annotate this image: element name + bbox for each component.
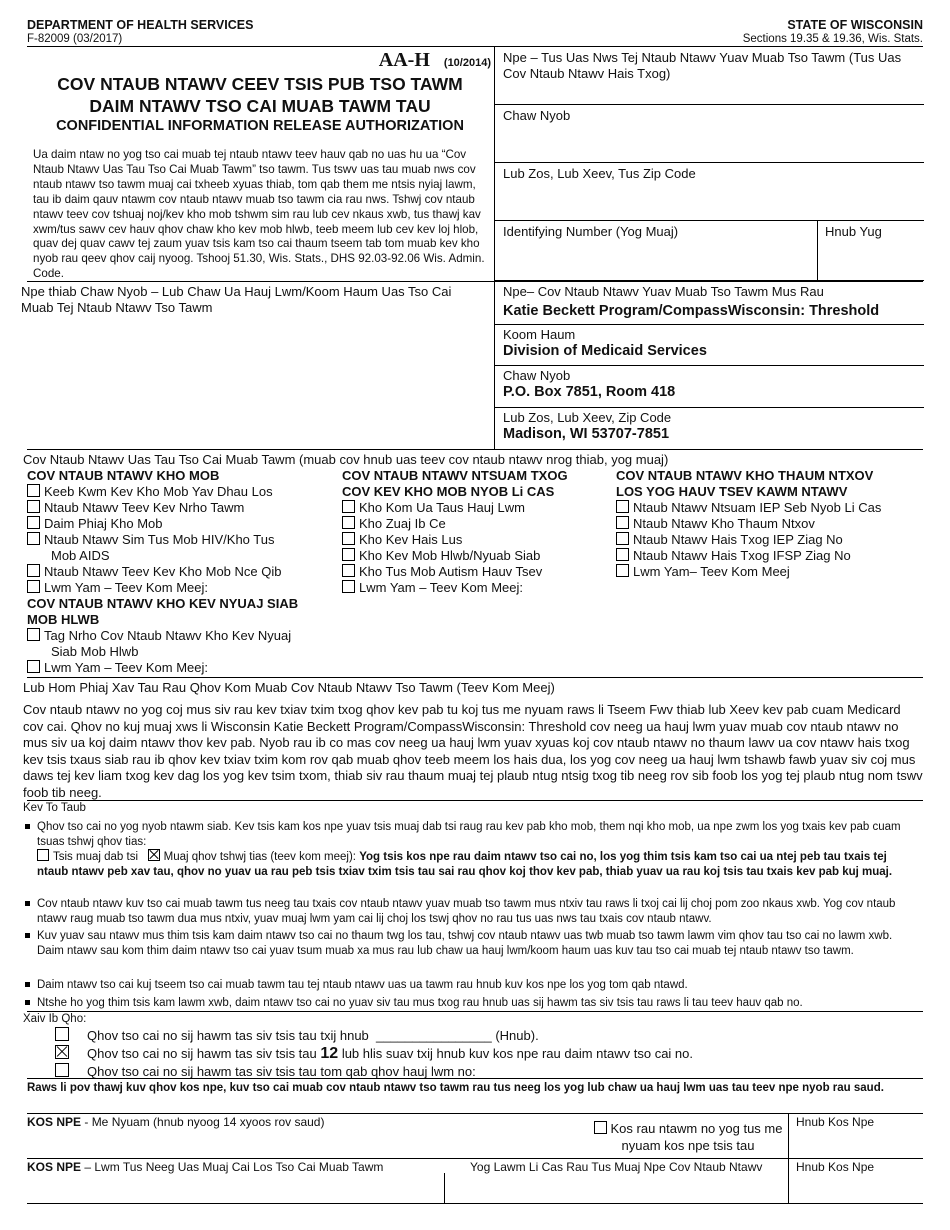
checkbox-item[interactable]: Kho Kev Hais Lus: [342, 532, 617, 548]
subject-name-field[interactable]: Npe – Tus Uas Nws Tej Ntaub Ntawv Yuav Muab Tso Tawm (Tus Uas Cov Ntaub Ntawv Hais Txog): [495, 47, 924, 105]
checkbox-item[interactable]: Lwm Yam – Teev Kom Meej:: [342, 580, 617, 596]
purpose-section: [23, 677, 923, 800]
eval-heading-2: COV KEV KHO MOB NYOB Li CAS: [342, 484, 555, 499]
terms-section: [23, 800, 923, 1011]
checkbox-item[interactable]: Ntaub Ntawv Ntsuam IEP Seb Nyob Li Cas: [616, 500, 923, 516]
checkbox[interactable]: [616, 532, 629, 545]
eval-heading: COV NTAUB NTAWV NTSUAM TXOG: [342, 468, 568, 483]
checkbox[interactable]: [27, 628, 40, 641]
checkbox-item[interactable]: Kho Zuaj Ib Ce: [342, 516, 617, 532]
authority-field[interactable]: Yog Lawm Li Cas Rau Tus Muaj Npe Cov Ntaub Ntawv: [470, 1160, 763, 1174]
checkbox-item[interactable]: Daim Phiaj Kho Mob: [27, 516, 337, 532]
dob-field[interactable]: Hnub Yug: [825, 224, 882, 239]
checkbox-checked[interactable]: [55, 1045, 69, 1059]
terms-bullet-4: Daim ntawv tso cai kuj tseem tso cai muab tawm tau tej ntaub ntawv uas ua tawm rau hnub kuv kos npe los yog tom qab ntawd.: [37, 978, 913, 993]
subject-address-field[interactable]: Chaw Nyob: [495, 105, 924, 163]
checkbox[interactable]: [342, 580, 355, 593]
checkbox[interactable]: [27, 500, 40, 513]
title-block: [27, 47, 493, 281]
checkbox[interactable]: [27, 516, 40, 529]
checkbox[interactable]: [27, 532, 40, 545]
checkbox-item[interactable]: Ntaub Ntawv Teev Kev Kho Mob Nce Qib: [27, 564, 337, 580]
checkbox-item-cont: Mob AIDS: [51, 548, 110, 563]
id-divider: [817, 221, 818, 280]
checkbox-item[interactable]: Lwm Yam – Teev Kom Meej:: [27, 660, 337, 676]
form-header: [27, 16, 923, 46]
terms-label: Kev To Taub: [23, 802, 86, 814]
subject-fields: [494, 47, 924, 281]
recipient-city: Lub Zos, Lub Xeev, Zip Code Madison, WI 53707-7851: [503, 410, 672, 442]
checkbox[interactable]: [55, 1063, 69, 1077]
checkbox-item[interactable]: Keeb Kwm Kev Kho Mob Yav Dhau Los: [27, 484, 337, 500]
title-hmong: COV NTAUB NTAWV CEEV TSIS PUB TSO TAWM DAIM NTAWV TSO CAI MUAB TAWM TAU: [57, 74, 463, 116]
child-signature-row: [27, 1113, 923, 1158]
child-signature-field[interactable]: KOS NPE - Me Nyuam (hnub nyoog 14 xyoos rov saud): [27, 1115, 325, 1129]
checkbox-item[interactable]: Ntaub Ntawv Sim Tus Mob HIV/Kho Tus: [27, 532, 337, 548]
medical-records-column: [27, 468, 337, 676]
divider: [788, 1159, 789, 1203]
checkbox[interactable]: [616, 548, 629, 561]
expiration-option-date[interactable]: Qhov tso cai no sij hawm tas siv tsis tau txij hnub ________________ (Hnub).: [55, 1027, 539, 1043]
authorized-signature-field[interactable]: KOS NPE – Lwm Tus Neeg Uas Muaj Cai Los Tso Cai Muab Tawm: [27, 1160, 384, 1174]
source-recipient-section: [21, 281, 923, 449]
checkbox[interactable]: [616, 516, 629, 529]
source-field[interactable]: Npe thiab Chaw Nyob – Lub Chaw Ua Hauj Lwm/Koom Haum Uas Tso Cai Muab Tej Ntaub Ntawv Tso Tawm: [21, 284, 452, 315]
intro-text: Ua daim ntaw no yog tso cai muab tej ntaub ntawv teev hauv qab no uas hu ua “Cov Ntaub Ntawv Uas Tau Tso Cai Muab Tawm” tso tawm. Tus tswv uas tau muab nws cov ntaub ntawv tso tawm muaj cai txheeb xyuas thiab, tom qab them me ntsis nyiaj lawm, tau ib daim qauv ntawm cov ntaub ntawv muab tso tawm cia rau nws. Tshwj cov ntaub ntawv teev cov tshuaj noj/kev kho mob tshwm sim rau lub cev nkaus xwb, tus thawj kav xwm/tus sawv cev hauv qhov chaw kho kev mob hlwb, teeb meem lub cev kev loj hlob, quav dej quav cawv tej zaum yuav tsis kam tso cai thaum tseem tab tom muab kev kho nyob rau qeev qhov caij nyoog. Tshooj 51.30, Wis. Stats., DHS 92.03-92.06 Wis. Admin. Code.: [33, 148, 485, 281]
records-label: Cov Ntaub Ntawv Uas Tau Tso Cai Muab Tawm (muab cov hnub uas teev cov ntaub ntawv nrog thiab, yog muaj): [23, 452, 669, 467]
signature-warning: Raws li pov thawj kuv qhov kos npe, kuv tso cai muab cov ntaub ntawv tso tawm rau tus neeg los yog lub chaw ua hauj lwm uas tau teev npe nyob rau saud.: [27, 1078, 923, 1113]
checkbox[interactable]: [342, 564, 355, 577]
recipient-name: Npe– Cov Ntaub Ntawv Yuav Muab Tso Tawm Mus Rau Katie Beckett Program/CompassWisconsin: Threshold: [495, 282, 924, 325]
checkbox[interactable]: [27, 660, 40, 673]
school-heading: COV NTAUB NTAWV KHO THAUM NTXOV: [616, 468, 874, 483]
sign-date-2[interactable]: Hnub Kos Npe: [796, 1160, 875, 1174]
checkbox-condition-checked[interactable]: [148, 849, 160, 861]
title-english: CONFIDENTIAL INFORMATION RELEASE AUTHORIZATION: [56, 118, 464, 134]
subject-city-field[interactable]: Lub Zos, Lub Xeev, Tus Zip Code: [495, 163, 924, 221]
checkbox[interactable]: [55, 1027, 69, 1041]
checkbox-item[interactable]: Ntaub Ntawv Hais Txog IFSP Ziag No: [616, 548, 923, 564]
authorized-signature-row: [27, 1158, 923, 1204]
checkbox-item[interactable]: Kho Tus Mob Autism Hauv Tsev: [342, 564, 617, 580]
checkbox-item[interactable]: Kho Kom Ua Taus Hauj Lwm: [342, 500, 617, 516]
mental-heading-2: MOB HLWB: [27, 612, 100, 627]
checkbox[interactable]: [27, 580, 40, 593]
recipient-org: Koom Haum Division of Medicaid Services: [495, 325, 924, 366]
school-records-column: [616, 468, 923, 580]
form-code: AA-H (10/2014): [378, 49, 491, 71]
terms-bullet-5: Ntshe ho yog thim tsis kam lawm xwb, daim ntawv tso cai no yuav siv tau mus txog rau hnub uas sij hawm tas siv tsis tau raws li tau teev hauv qab no.: [37, 996, 913, 1011]
checkbox[interactable]: [342, 532, 355, 545]
checkbox[interactable]: [342, 548, 355, 561]
divider: [788, 1114, 789, 1158]
school-heading-2: LOS YOG HAUV TSEV KAWM NTAWV: [616, 484, 848, 499]
top-section: [27, 46, 923, 281]
terms-bullet-1: Qhov tso cai no yog nyob ntawm siab. Kev tsis kam kos npe yuav tsis muaj dab tsi raug rau kev pab kho mob, them nqi kho mob, ua npe zwm los yog txais kev pab cuam tsuas tshwj qhov tias: Tsis muaj dab tsi Muaj qhov tshwj tias (teev kom meej): Yog tsis kos npe rau daim ntawv tso cai no, los yog thim tsis kam tso cai ua ntej peb tau txais tej ntaub ntawv peb xav tau, qhov no yuav ua rau peb tsis txiav txim tsis tau sai rau qhov koj thov kev pab, thiab yuav ua rau koj tsis tau txais kev pab kuj muaj.: [37, 820, 913, 879]
purpose-label: Lub Hom Phiaj Xav Tau Rau Qhov Kom Muab Cov Ntaub Ntawv Tso Tawm (Teev Kom Meej): [23, 680, 555, 695]
checkbox[interactable]: [594, 1121, 607, 1134]
terms-bullet-2: Cov ntaub ntawv kuv tso cai muab tawm tus neeg tau txais cov ntaub ntawv yuav muab tso tawm mus ntxiv tau raws li txoj cai lij choj pom zoo nkaus xwb. Yog cov ntaub ntawv raug muab tso tawm dua mus ntxiv, yuav muaj lwm yam cai lij choj los tswj qhov no rau tus uas nws tau txais cov ntaub ntawv.: [37, 897, 913, 926]
cannot-sign-option[interactable]: Kos rau ntawm no yog tus me nyuam kos npe tsis tau: [593, 1120, 783, 1154]
checkbox-item-cont: Siab Mob Hlwb: [51, 644, 139, 659]
department: DEPARTMENT OF HEALTH SERVICES: [27, 18, 254, 32]
recipient-address: Chaw Nyob P.O. Box 7851, Room 418: [495, 366, 924, 408]
statutes: Sections 19.35 & 19.36, Wis. Stats.: [742, 33, 923, 45]
checkbox-item[interactable]: Lwm Yam– Teev Kom Meej: [616, 564, 923, 580]
checkbox[interactable]: [27, 484, 40, 497]
evaluation-records-column: [342, 468, 617, 596]
checkbox[interactable]: [616, 500, 629, 513]
subject-id-row: [495, 221, 924, 281]
mental-heading: COV NTAUB NTAWV KHO KEV NYUAJ SIAB: [27, 596, 299, 611]
expiration-option-event[interactable]: Qhov tso cai no sij hawm tas siv tsis tau tom qab qhov hauj lwm no:: [55, 1063, 476, 1079]
checkbox[interactable]: [342, 516, 355, 529]
checkbox-no-condition[interactable]: [37, 849, 49, 861]
checkbox[interactable]: [616, 564, 629, 577]
records-section: [23, 449, 923, 677]
checkbox[interactable]: [342, 500, 355, 513]
checkbox[interactable]: [27, 564, 40, 577]
expiration-label: Xaiv Ib Qho:: [23, 1013, 87, 1025]
divider: [444, 1173, 445, 1203]
expiration-option-months[interactable]: Qhov tso cai no sij hawm tas siv tsis tau 12 lub hlis suav txij hnub kuv kos npe rau daim ntawv tso cai no.: [55, 1045, 693, 1063]
recipient-fields: [494, 282, 924, 449]
medical-heading: COV NTAUB NTAWV KHO MOB: [27, 468, 220, 483]
checkbox-item[interactable]: Ntaub Ntawv Kho Thaum Ntxov: [616, 516, 923, 532]
id-number-field[interactable]: Identifying Number (Yog Muaj): [503, 224, 679, 239]
checkbox-item[interactable]: Ntaub Ntawv Hais Txog IEP Ziag No: [616, 532, 923, 548]
purpose-text: Cov ntaub ntawv no yog coj mus siv rau kev txiav txim txog qhov kev pab tu koj tus me nyuam raws li Tseem Fwv thiab lub Xeev kev pab cuam Medicard cov cai. Qhov no kuj muaj xws li Wisconsin Katie Beckett Program/CompassWisconsin: Threshold cov neeg ua hauj lwm yuav muab cov ntaub ntawv no mus siv ua koj daim ntawv thov kev pab. Nyob rau ib co mas cov neeg ua hauj lwm yuav xyuas koj cov ntaub ntawv no thaum lawv ua cov ntawv hais txog kev tsis txaus siab rau ib qhov kev txiav txim kom rov qab muab qhov teeb meem los hais dua, los yog cov neeg ua hauj lwm tshawb fawb yuav siv coj mus daws tej kev liam txog kev dag los yog kev tsim txom, thiab siv rau thaum muaj tej plaub ntug ntsig txog tib neeg rov sib foob los yog tej plaub ntug nom tswv foob tib neeg.: [23, 702, 923, 800]
expiration-section: [23, 1011, 923, 1079]
checkbox-item[interactable]: Ntaub Ntawv Teev Kev Nrho Tawm: [27, 500, 337, 516]
checkbox-item[interactable]: Tag Nrho Cov Ntaub Ntawv Kho Kev Nyuaj: [27, 628, 337, 644]
checkbox-item[interactable]: Lwm Yam – Teev Kom Meej:: [27, 580, 337, 596]
form-page: [21, 16, 923, 1204]
state: STATE OF WISCONSIN: [787, 18, 923, 32]
sign-date-1[interactable]: Hnub Kos Npe: [796, 1115, 875, 1129]
checkbox-item[interactable]: Kho Kev Mob Hlwb/Nyuab Siab: [342, 548, 617, 564]
terms-bullet-3: Kuv yuav sau ntawv mus thim tsis kam daim ntawv tso cai no thaum twg los tau, tshwj cov ntaub ntawv uas twb muab tso tawm lawm vim qhov tau tso cai no lawm xwb. Daim ntawv sau kom thim daim ntawv tso cai yuav tsum muab xa mus rau lub chaw ua hauj lwm/koom haum uas kuv tau tso cai muab tej ntaub ntawv tso tawm.: [37, 929, 913, 958]
form-number: F-82009 (03/2017): [27, 33, 123, 45]
